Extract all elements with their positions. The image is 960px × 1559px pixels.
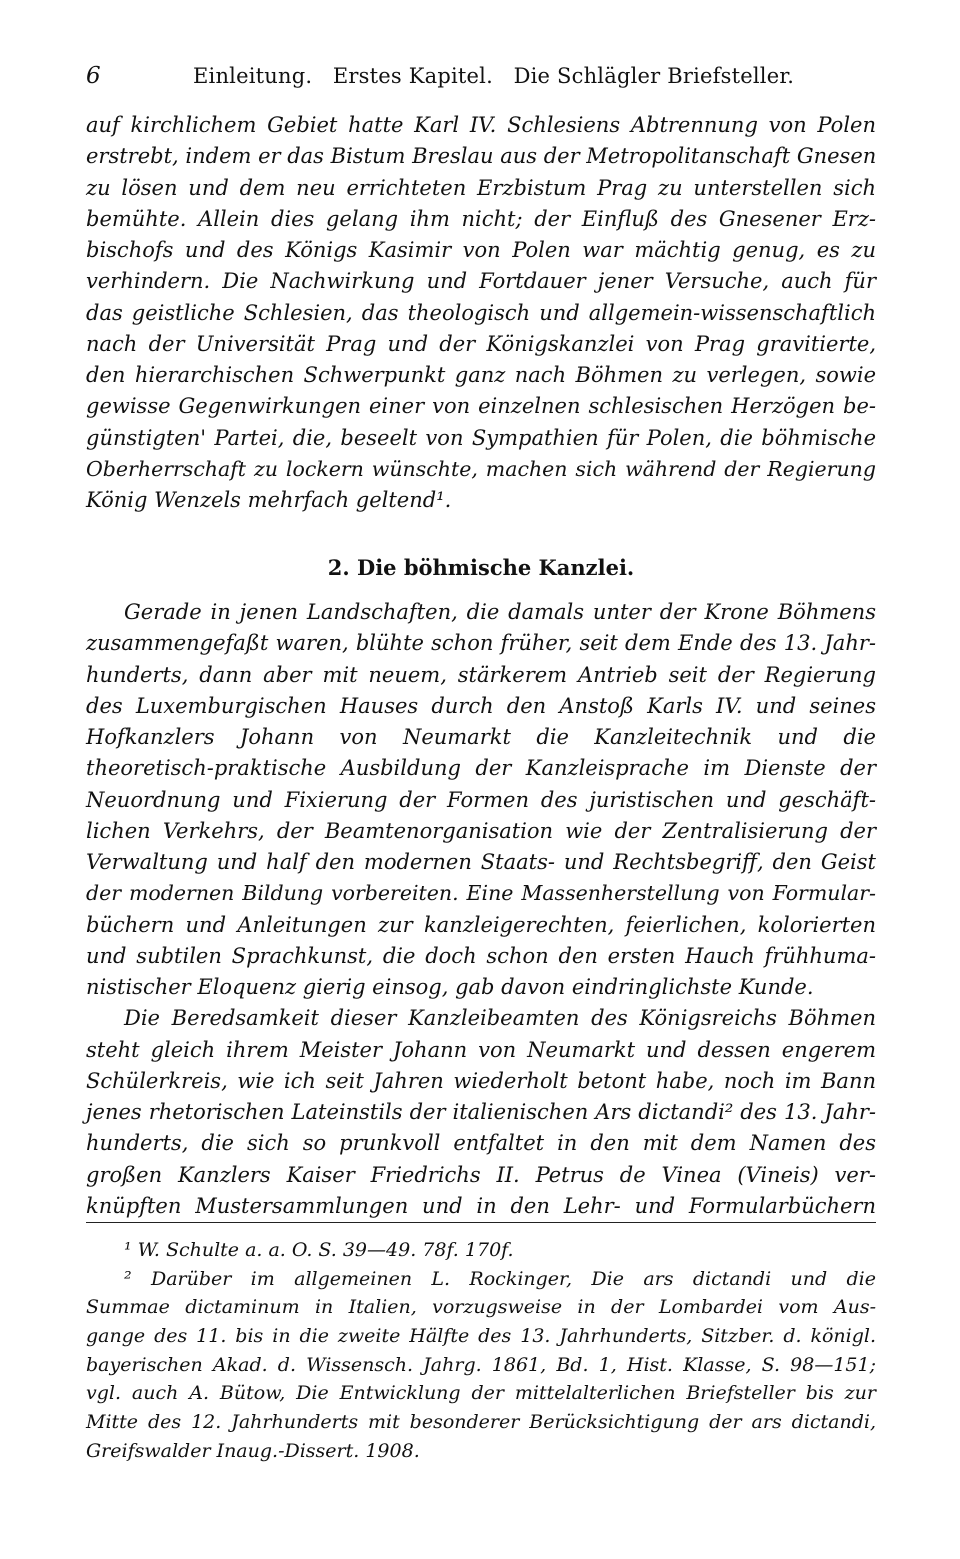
text-line: hunderts, dann aber mit neuem, stärkerem Antrieb seit der Regierung	[86, 662, 876, 687]
text-line: großen Kanzlers Kaiser Friedrichs II. Petrus de Vinea (Vineis) ver-	[86, 1162, 876, 1187]
text-line: des Luxemburgischen Hauses durch den Anstoß Karls IV. und seines	[86, 693, 876, 718]
section-heading: 2. Die böhmische Kanzlei.	[327, 555, 635, 580]
text-line: das geistliche Schlesien, das theologisch und allgemein-wissenschaftlich	[86, 300, 876, 325]
text-line: steht gleich ihrem Meister Johann von Neumarkt und dessen engerem	[86, 1037, 876, 1062]
footnote-line: ¹ W. Schulte a. a. O. S. 39—49. 78f. 170f.	[124, 1239, 514, 1261]
text-line: verhindern. Die Nachwirkung und Fortdauer jener Versuche, auch für	[86, 269, 876, 294]
paragraph-2	[86, 597, 876, 1222]
footnote-line: Greifswalder Inaug.-Dissert. 1908.	[86, 1439, 420, 1462]
footnote-line: ² Darüber im allgemeinen L. Rockinger, Die ars dictandi und die	[124, 1267, 876, 1290]
text-line: büchern und Anleitungen zur kanzleigerechten, feierlichen, kolorierten	[86, 912, 876, 937]
text-line: Oberherrschaft zu lockern wünschte, machen sich während der Regierung	[86, 456, 876, 481]
text-line: theoretisch-praktische Ausbildung der Kanzleisprache im Dienste der	[86, 756, 876, 781]
page-number: 6	[86, 63, 101, 89]
text-line: Hofkanzlers Johann von Neumarkt die Kanzleitechnik und die	[86, 725, 876, 749]
paragraph-1	[86, 110, 876, 516]
footnote-line: Summae dictaminum in Italien, vorzugsweise in der Lombardei vom Aus-	[86, 1296, 876, 1319]
footnote-line: vgl. auch A. Bütow, Die Entwicklung der mittelalterlichen Briefsteller bis zur	[86, 1382, 876, 1405]
text-line: Die Beredsamkeit dieser Kanzleibeamten des Königsreichs Böhmen	[124, 1006, 876, 1031]
text-line: bemühte. Allein dies gelang ihm nicht; der Einfluß des Gnesener Erz-	[86, 206, 876, 231]
text-line: nach der Universität Prag und der Königskanzlei von Prag gravitierte,	[86, 331, 876, 356]
running-head-title: Einleitung. Erstes Kapitel. Die Schlägler Briefsteller.	[193, 64, 795, 88]
text-line: gewisse Gegenwirkungen einer von einzelnen schlesischen Herzögen be-	[86, 394, 876, 419]
text-line: Verwaltung und half den modernen Staats- und Rechtsbegriff, den Geist	[86, 850, 876, 874]
text-line: König Wenzels mehrfach geltend¹.	[86, 488, 452, 512]
text-line: auf kirchlichem Gebiet hatte Karl IV. Schlesiens Abtrennung von Polen	[86, 113, 876, 137]
text-line: zu lösen und dem neu errichteten Erzbistum Prag zu unterstellen sich	[86, 175, 876, 200]
text-line: nistischer Eloquenz gierig einsog, gab davon eindringlichste Kunde.	[86, 975, 814, 999]
text-line: jenes rhetorischen Lateinstils der italienischen Ars dictandi² des 13. Jahr-	[86, 1100, 876, 1124]
footnote-line: bayerischen Akad. d. Wissensch. Jahrg. 1861, Bd. 1, Hist. Klasse, S. 98—151;	[86, 1353, 876, 1376]
footnote-line: Mitte des 12. Jahrhunderts mit besonderer Berücksichtigung der ars dictandi,	[86, 1411, 876, 1434]
text-line: der modernen Bildung vorbereiten. Eine Massenherstellung von Formular-	[86, 881, 876, 906]
text-line: Gerade in jenen Landschaften, die damals unter der Krone Böhmens	[124, 600, 876, 624]
footnote-line: gange des 11. bis in die zweite Hälfte des 13. Jahrhunderts, Sitzber. d. königl.	[86, 1325, 876, 1348]
text-line: Schülerkreis, wie ich seit Jahren wiederholt betont habe, noch im Bann	[86, 1068, 876, 1093]
text-line: lichen Verkehrs, der Beamtenorganisation wie der Zentralisierung der	[86, 818, 876, 843]
text-line: knüpften Mustersammlungen und in den Lehr- und Formularbüchern	[86, 1193, 876, 1218]
text-line: und subtilen Sprachkunst, die doch schon den ersten Hauch frühhuma-	[86, 943, 876, 968]
text-line: Neuordnung und Fixierung der Formen des juristischen und geschäft-	[86, 787, 876, 812]
running-head	[86, 58, 876, 94]
footnotes	[86, 1236, 876, 1466]
text-line: günstigten' Partei, die, beseelt von Sympathien für Polen, die böhmische	[86, 425, 876, 450]
text-line: zusammengefaßt waren, blühte schon früher, seit dem Ende des 13. Jahr-	[86, 631, 876, 656]
text-line: erstrebt, indem er das Bistum Breslau aus der Metropolitanschaft Gnesen	[86, 144, 877, 169]
text-line: bischofs und des Königs Kasimir von Polen war mächtig genug, es zu	[86, 238, 876, 262]
text-line: den hierarchischen Schwerpunkt ganz nach Böhmen zu verlegen, sowie	[86, 363, 876, 387]
footnote-rule	[86, 1222, 876, 1223]
text-line: hunderts, die sich so prunkvoll entfaltet in den mit dem Namen des	[86, 1131, 876, 1156]
